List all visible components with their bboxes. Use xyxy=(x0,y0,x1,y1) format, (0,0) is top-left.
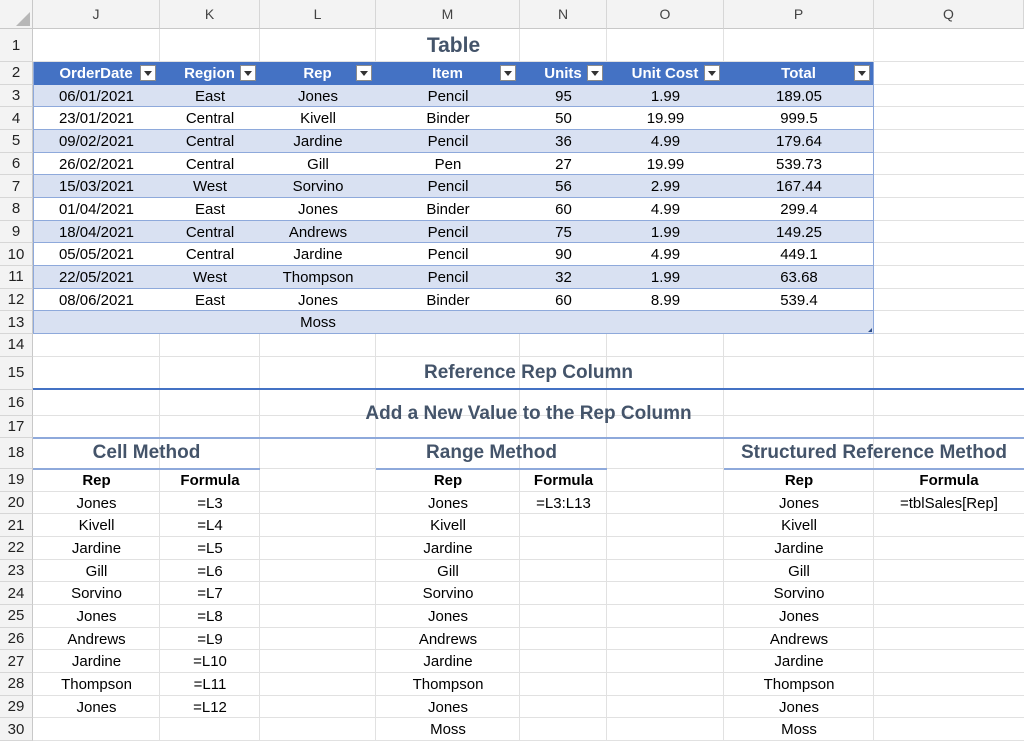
cell-method-title: Cell Method xyxy=(92,442,201,464)
row-header-7[interactable]: 7 xyxy=(0,175,33,198)
column-header-p[interactable]: P xyxy=(724,0,874,29)
rep-cell[interactable]: Gill xyxy=(788,562,810,580)
structured-formula-cell[interactable]: =tblSales[Rep] xyxy=(900,494,998,512)
table-cell[interactable]: 01/04/2021 xyxy=(58,200,135,218)
row-header-16[interactable]: 16 xyxy=(0,390,33,416)
table-cell[interactable]: West xyxy=(193,268,227,286)
table-cell[interactable]: 75 xyxy=(555,223,572,241)
table-cell[interactable]: East xyxy=(194,200,225,218)
formula-cell[interactable]: =L7 xyxy=(197,585,223,603)
table-cell[interactable]: 27 xyxy=(555,155,572,173)
rep-cell[interactable]: Gill xyxy=(85,562,108,580)
table-cell[interactable]: 36 xyxy=(555,132,572,150)
table-cell[interactable]: 2.99 xyxy=(650,178,681,196)
table-cell[interactable]: 15/03/2021 xyxy=(58,178,135,196)
table-cell[interactable]: Jardine xyxy=(293,132,343,150)
rep-cell[interactable]: Gill xyxy=(437,562,459,580)
table-header-unit-cost[interactable] xyxy=(607,62,724,85)
table-cell[interactable]: 4.99 xyxy=(650,200,681,218)
formula-cell[interactable]: =L10 xyxy=(193,653,227,671)
rep-cell[interactable]: Kivell xyxy=(781,517,817,535)
formula-column-header: Formula xyxy=(180,471,240,489)
table-cell[interactable]: 60 xyxy=(555,291,572,309)
table-cell[interactable]: 4.99 xyxy=(650,246,681,264)
table-cell[interactable]: Moss xyxy=(300,314,336,332)
chevron-down-icon xyxy=(244,71,252,76)
table-header-region[interactable] xyxy=(160,62,260,85)
range-method-title: Range Method xyxy=(426,442,557,464)
row-header-8[interactable]: 8 xyxy=(0,198,33,221)
row-header-5[interactable]: 5 xyxy=(0,130,33,153)
range-formula-cell[interactable]: =L3:L13 xyxy=(536,494,591,512)
row-header-3[interactable]: 3 xyxy=(0,85,33,108)
rep-cell[interactable]: Jardine xyxy=(423,653,473,671)
table-cell[interactable]: 539.73 xyxy=(776,155,822,173)
rep-column-header: Rep xyxy=(82,471,111,489)
rep-cell[interactable]: Jones xyxy=(778,698,820,716)
table-header-total[interactable] xyxy=(724,62,874,85)
row-header-13[interactable]: 13 xyxy=(0,311,33,334)
table-cell[interactable]: 09/02/2021 xyxy=(58,132,135,150)
rep-cell[interactable]: Jones xyxy=(76,607,117,625)
table-cell[interactable]: Central xyxy=(185,110,235,128)
table-cell[interactable]: Jones xyxy=(297,87,339,105)
row-header-29[interactable]: 29 xyxy=(0,696,33,719)
rep-cell[interactable]: Sorvino xyxy=(71,585,122,603)
table-cell[interactable] xyxy=(520,311,607,334)
table-cell[interactable]: 1.99 xyxy=(650,87,681,105)
row-header-20[interactable]: 20 xyxy=(0,492,33,515)
table-cell[interactable]: Central xyxy=(185,223,235,241)
rep-cell[interactable]: Thompson xyxy=(412,675,484,693)
chevron-down-icon xyxy=(858,71,866,76)
reference-rep-column-heading: Reference Rep Column xyxy=(423,362,634,384)
filter-dropdown-button[interactable] xyxy=(587,65,603,81)
table-cell[interactable]: Jones xyxy=(297,291,339,309)
table-cell[interactable]: 19.99 xyxy=(646,155,685,173)
table-border-left xyxy=(33,62,34,334)
table-cell[interactable] xyxy=(376,311,520,334)
table-header-orderdate[interactable] xyxy=(33,62,160,85)
filter-dropdown-button[interactable] xyxy=(500,65,516,81)
formula-cell[interactable]: =L4 xyxy=(197,517,223,535)
table-cell[interactable]: Pencil xyxy=(427,132,469,150)
table-cell[interactable]: 50 xyxy=(555,110,572,128)
table-cell[interactable]: 06/01/2021 xyxy=(58,87,135,105)
row-header-23[interactable]: 23 xyxy=(0,560,33,583)
row-header-14[interactable]: 14 xyxy=(0,334,33,357)
filter-dropdown-button[interactable] xyxy=(854,65,870,81)
table-header-label: Units xyxy=(544,64,582,82)
table-cell[interactable]: Jones xyxy=(297,200,339,218)
rep-cell[interactable]: Jardine xyxy=(774,653,824,671)
select-all-triangle-icon xyxy=(16,12,30,26)
table-cell[interactable]: 8.99 xyxy=(650,291,681,309)
rep-cell[interactable]: Thompson xyxy=(763,675,835,693)
table-cell[interactable]: Central xyxy=(185,246,235,264)
table-cell[interactable]: Pencil xyxy=(427,268,469,286)
row-header-26[interactable]: 26 xyxy=(0,628,33,651)
row-header-4[interactable]: 4 xyxy=(0,107,33,130)
table-cell[interactable]: 149.25 xyxy=(776,223,822,241)
column-header-n[interactable]: N xyxy=(520,0,607,29)
row-header-15[interactable]: 15 xyxy=(0,357,33,390)
formula-column-header: Formula xyxy=(533,471,594,489)
row-header-11[interactable]: 11 xyxy=(0,266,33,289)
rep-cell[interactable]: Jones xyxy=(76,494,117,512)
table-cell[interactable] xyxy=(33,311,160,334)
table-cell[interactable]: 95 xyxy=(555,87,572,105)
chevron-down-icon xyxy=(144,71,152,76)
table-cell[interactable]: 189.05 xyxy=(776,87,822,105)
row-header-21[interactable]: 21 xyxy=(0,514,33,537)
rep-cell[interactable]: Sorvino xyxy=(773,585,825,603)
table-cell[interactable]: Binder xyxy=(426,291,470,309)
table-cell[interactable]: 299.4 xyxy=(780,200,818,218)
table-cell[interactable]: Thompson xyxy=(282,268,354,286)
table-cell[interactable]: 999.5 xyxy=(780,110,818,128)
rep-cell[interactable]: Jones xyxy=(76,698,117,716)
table-cell[interactable]: 167.44 xyxy=(776,178,822,196)
table-cell[interactable]: West xyxy=(193,178,227,196)
rep-cell[interactable]: Jones xyxy=(427,607,469,625)
row-header-25[interactable]: 25 xyxy=(0,605,33,628)
table-cell[interactable]: 179.64 xyxy=(776,132,822,150)
rep-cell[interactable]: Jones xyxy=(427,698,469,716)
chevron-down-icon xyxy=(591,71,599,76)
column-header-j[interactable]: J xyxy=(33,0,160,29)
rep-cell[interactable]: Moss xyxy=(781,721,817,739)
table-cell[interactable]: Pencil xyxy=(427,246,469,264)
table-cell[interactable] xyxy=(607,311,724,334)
table-cell[interactable]: 32 xyxy=(555,268,572,286)
table-header-label: Unit Cost xyxy=(631,64,699,82)
rep-cell[interactable]: Jardine xyxy=(71,539,122,557)
rep-cell[interactable]: Thompson xyxy=(61,675,132,693)
row-header-27[interactable]: 27 xyxy=(0,650,33,673)
add-new-value-heading: Add a New Value to the Rep Column xyxy=(365,402,692,424)
table-cell[interactable]: Central xyxy=(185,155,235,173)
table-cell[interactable]: Pencil xyxy=(427,223,469,241)
table-cell[interactable]: Binder xyxy=(426,110,470,128)
table-cell[interactable]: 90 xyxy=(555,246,572,264)
formula-column-header: Formula xyxy=(919,471,979,489)
table-cell[interactable] xyxy=(160,311,260,334)
table-cell[interactable]: 1.99 xyxy=(650,268,681,286)
table-title: Table xyxy=(426,33,481,57)
chevron-down-icon xyxy=(360,71,368,76)
formula-cell[interactable]: =L8 xyxy=(197,607,223,625)
row-header-10[interactable]: 10 xyxy=(0,243,33,266)
rep-cell[interactable]: Jones xyxy=(427,494,469,512)
table-header-label: Rep xyxy=(303,64,332,82)
table-cell[interactable]: 05/05/2021 xyxy=(58,246,135,264)
formula-cell[interactable]: =L12 xyxy=(193,698,227,716)
table-resize-handle[interactable] xyxy=(868,328,872,332)
rep-cell[interactable]: Kivell xyxy=(430,517,466,535)
rep-cell[interactable]: Andrews xyxy=(418,630,478,648)
table-cell[interactable]: Central xyxy=(185,132,235,150)
table-header-label: Item xyxy=(432,64,463,82)
table-cell[interactable]: Kivell xyxy=(300,110,336,128)
table-cell[interactable]: 63.68 xyxy=(780,268,818,286)
filter-dropdown-button[interactable] xyxy=(704,65,720,81)
formula-cell[interactable]: =L3 xyxy=(197,494,223,512)
column-header-k[interactable]: K xyxy=(160,0,260,29)
row-header-19[interactable]: 19 xyxy=(0,469,33,492)
table-cell[interactable]: 60 xyxy=(555,200,572,218)
formula-cell[interactable]: =L5 xyxy=(197,539,223,557)
table-cell[interactable]: 56 xyxy=(555,178,572,196)
row-header-24[interactable]: 24 xyxy=(0,582,33,605)
table-cell[interactable]: 4.99 xyxy=(650,132,681,150)
table-cell[interactable]: 449.1 xyxy=(780,246,818,264)
column-header-q[interactable]: Q xyxy=(874,0,1024,29)
row-header-22[interactable]: 22 xyxy=(0,537,33,560)
row-header-1[interactable]: 1 xyxy=(0,29,33,62)
table-cell[interactable]: 22/05/2021 xyxy=(58,268,135,286)
row-header-9[interactable]: 9 xyxy=(0,221,33,244)
table-cell[interactable]: Jardine xyxy=(293,246,343,264)
table-header-label: Region xyxy=(184,64,235,82)
table-cell[interactable] xyxy=(724,311,874,334)
column-header-l[interactable]: L xyxy=(260,0,376,29)
filter-dropdown-button[interactable] xyxy=(356,65,372,81)
row-header-30[interactable]: 30 xyxy=(0,718,33,741)
table-cell[interactable]: Gill xyxy=(307,155,329,173)
rep-cell[interactable]: Jones xyxy=(778,607,820,625)
table-cell[interactable]: Sorvino xyxy=(292,178,344,196)
rep-cell[interactable]: Jones xyxy=(778,494,820,512)
table-cell[interactable]: Pen xyxy=(434,155,462,173)
formula-cell[interactable]: =L6 xyxy=(197,562,223,580)
rep-cell[interactable]: Jardine xyxy=(774,539,824,557)
rep-cell[interactable]: Andrews xyxy=(67,630,126,648)
row-header-12[interactable]: 12 xyxy=(0,289,33,312)
table-border-right xyxy=(873,62,874,334)
chevron-down-icon xyxy=(708,71,716,76)
rep-cell[interactable]: Jardine xyxy=(71,653,122,671)
table-cell[interactable]: Binder xyxy=(426,200,470,218)
rep-cell[interactable]: Andrews xyxy=(769,630,829,648)
formula-cell[interactable]: =L9 xyxy=(197,630,223,648)
table-cell[interactable]: 23/01/2021 xyxy=(58,110,135,128)
table-cell[interactable]: 08/06/2021 xyxy=(58,291,135,309)
table-cell[interactable]: 18/04/2021 xyxy=(58,223,135,241)
table-header-label: OrderDate xyxy=(59,64,133,82)
row-header-18[interactable]: 18 xyxy=(0,438,33,469)
filter-dropdown-button[interactable] xyxy=(240,65,256,81)
rep-column-header: Rep xyxy=(433,471,463,489)
row-header-28[interactable]: 28 xyxy=(0,673,33,696)
row-header-6[interactable]: 6 xyxy=(0,153,33,176)
rep-cell[interactable]: Sorvino xyxy=(422,585,474,603)
column-header-o[interactable]: O xyxy=(607,0,724,29)
structured-reference-method-title: Structured Reference Method xyxy=(740,442,1008,464)
formula-cell[interactable]: =L11 xyxy=(193,675,227,693)
chevron-down-icon xyxy=(504,71,512,76)
column-header-m[interactable]: M xyxy=(376,0,520,29)
row-header-17[interactable]: 17 xyxy=(0,416,33,438)
table-cell[interactable]: 19.99 xyxy=(646,110,685,128)
rep-cell[interactable]: Kivell xyxy=(78,517,115,535)
table-cell[interactable]: East xyxy=(194,291,225,309)
rep-cell[interactable]: Moss xyxy=(430,721,466,739)
table-header-rep[interactable] xyxy=(260,62,376,85)
table-header-units[interactable] xyxy=(520,62,607,85)
table-cell[interactable]: Andrews xyxy=(288,223,348,241)
table-header-item[interactable] xyxy=(376,62,520,85)
filter-dropdown-button[interactable] xyxy=(140,65,156,81)
table-cell[interactable]: Pencil xyxy=(427,87,469,105)
row-header-2[interactable]: 2 xyxy=(0,62,33,85)
table-cell[interactable]: 26/02/2021 xyxy=(58,155,135,173)
table-header-label: Total xyxy=(781,64,816,82)
rep-cell[interactable]: Jardine xyxy=(423,539,473,557)
rep-column-header: Rep xyxy=(784,471,814,489)
table-cell[interactable]: Pencil xyxy=(427,178,469,196)
table-cell[interactable]: 1.99 xyxy=(650,223,681,241)
table-cell[interactable]: 539.4 xyxy=(780,291,818,309)
table-cell[interactable]: East xyxy=(194,87,225,105)
select-all-corner[interactable] xyxy=(0,0,33,29)
